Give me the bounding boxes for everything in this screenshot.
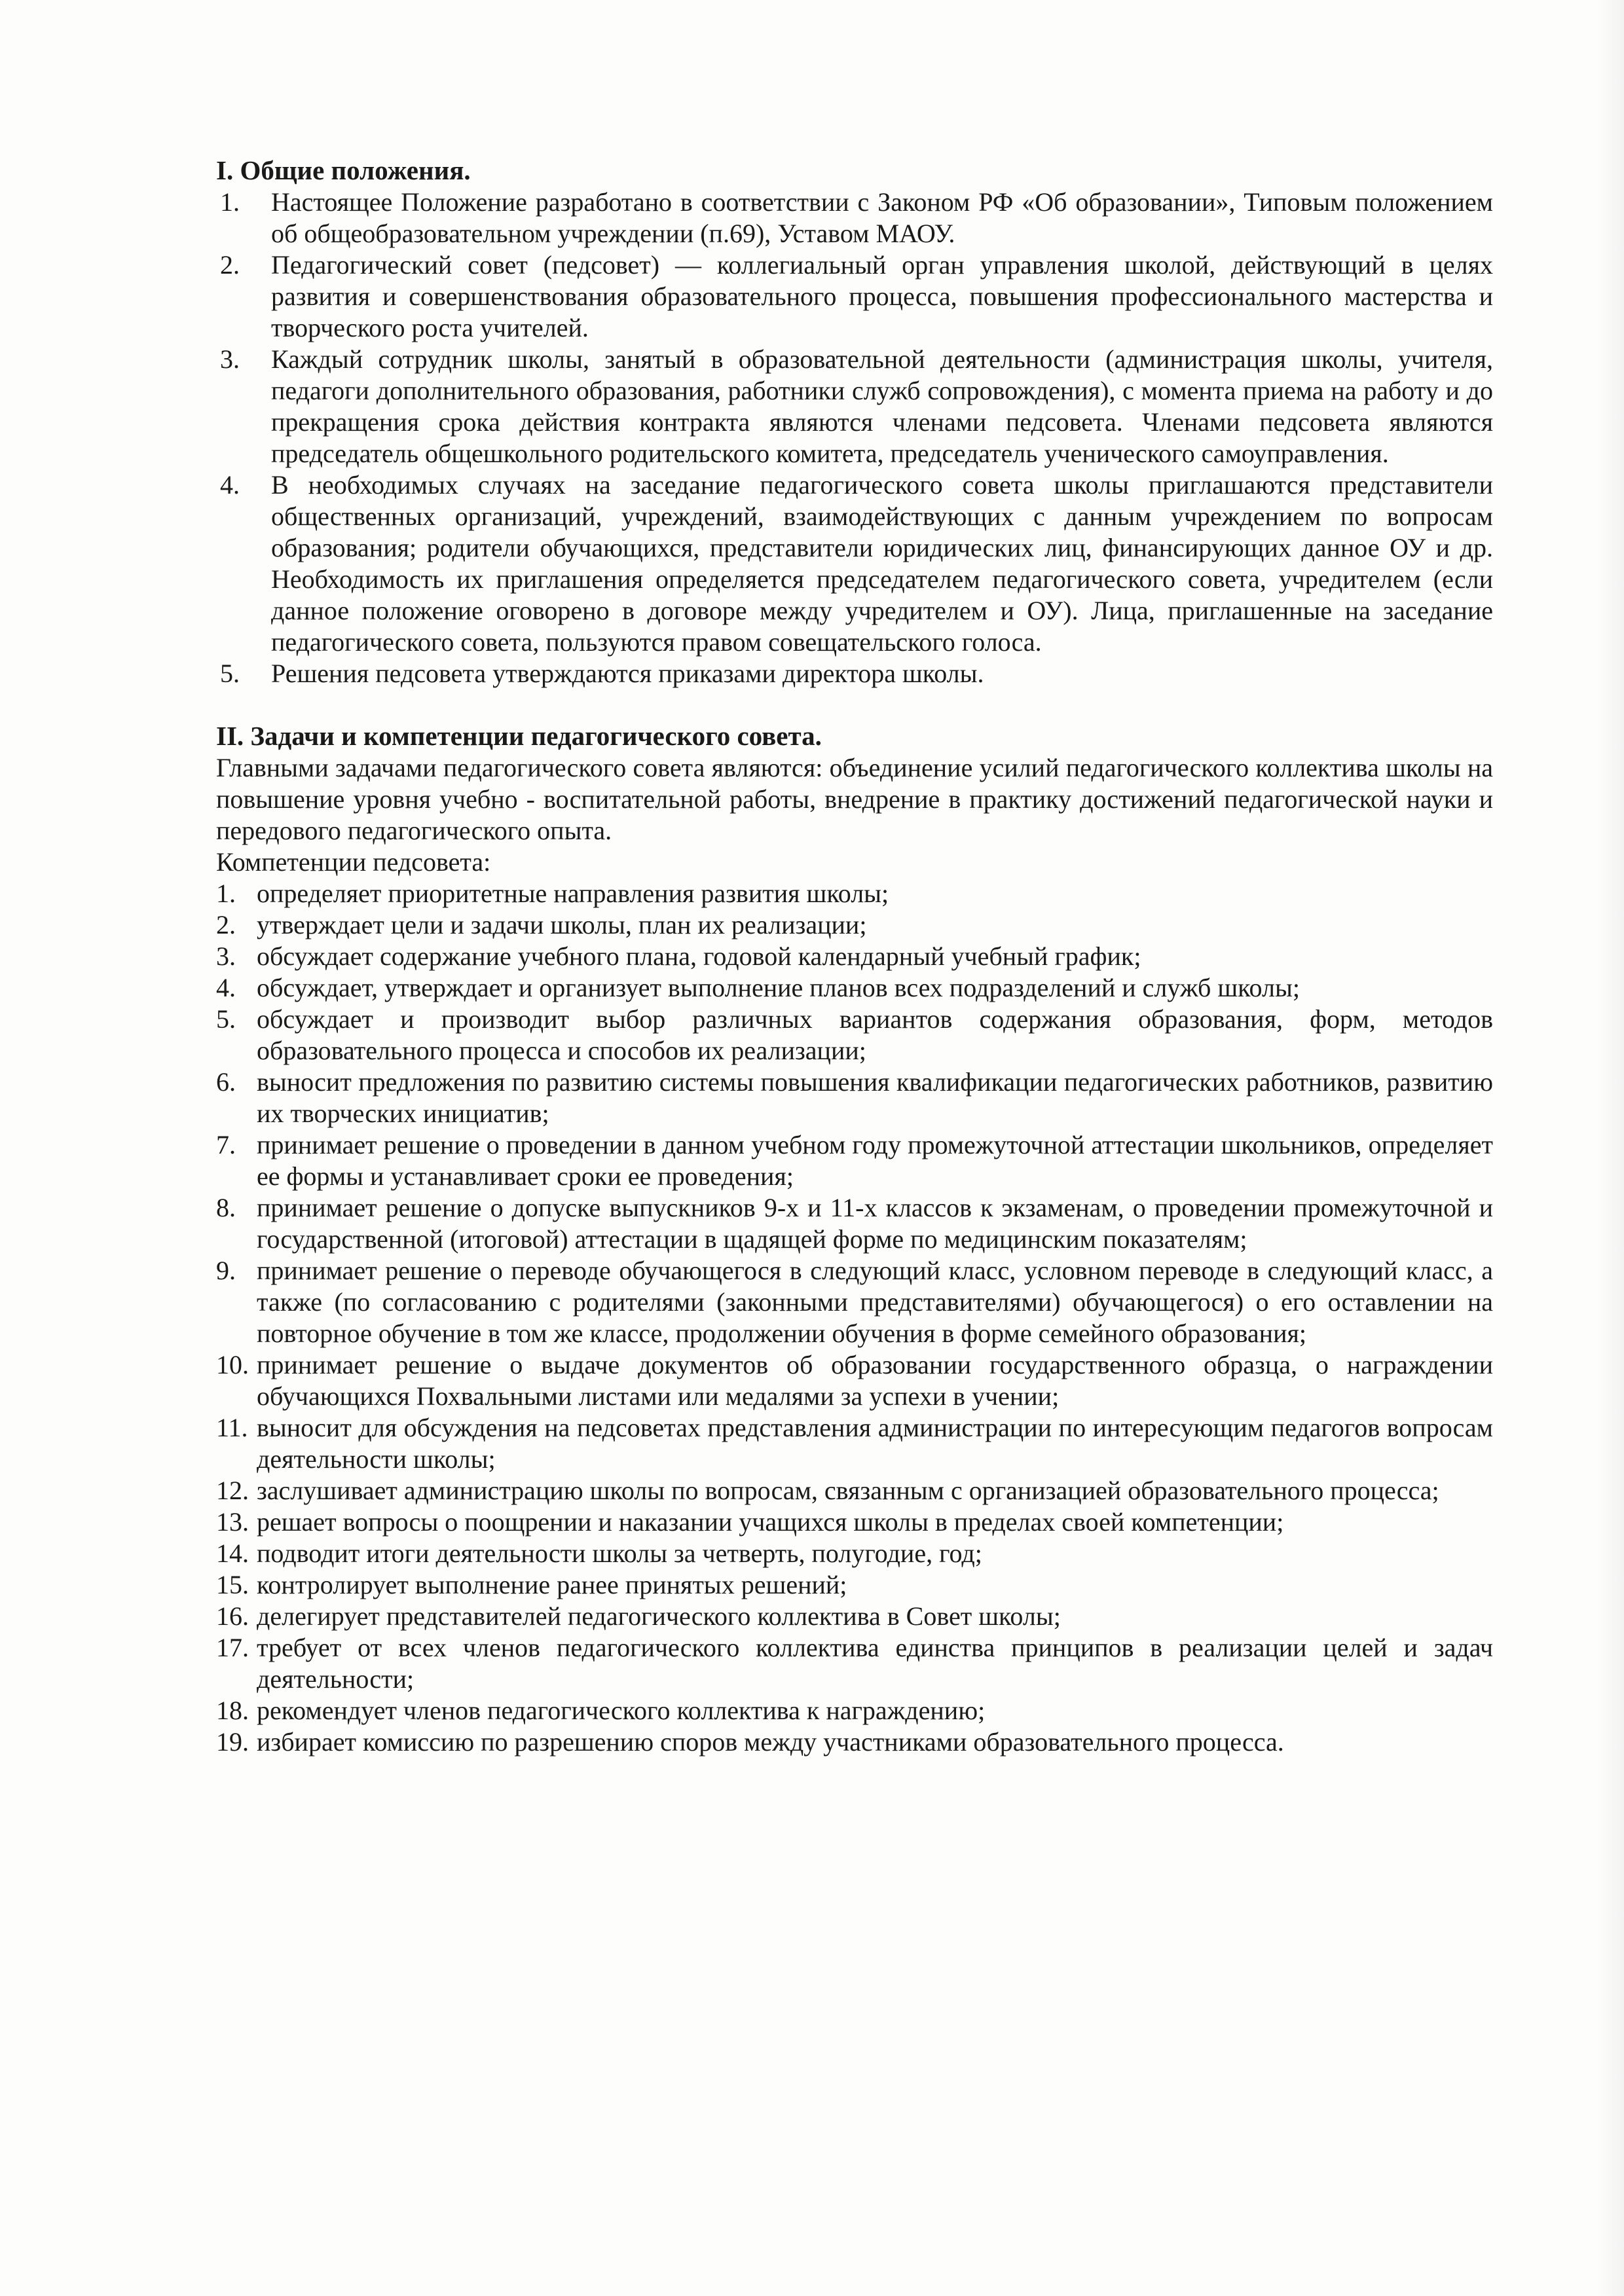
- item-text: выносит для обсуждения на педсоветах представления администрации по интересующим педагогов вопросам деятельности школы;: [257, 1413, 1493, 1474]
- item-number: 12.: [216, 1476, 249, 1505]
- list-item: [216, 344, 1493, 469]
- item-text: выносит предложения по развитию системы повышения квалификации педагогических работников, развитию их творческих инициатив;: [257, 1067, 1493, 1128]
- section1-heading: I. Общие положения.: [216, 155, 471, 185]
- competence-label: Компетенции педсовета:: [216, 847, 491, 877]
- item-text: заслушивает администрацию школы по вопросам, связанным с организацией образовательного процесса;: [257, 1476, 1439, 1505]
- list-item: [216, 972, 1493, 1004]
- item-number: 1.: [216, 879, 236, 908]
- item-text: В необходимых случаях на заседание педагогического совета школы приглашаются представители общественных организаций, учреждений, взаимодействующих с данным учреждением по вопросам образования; родители обучающихся, представители юридических лиц, финансирующих данное ОУ и др. Необходимость их приглашения определяется председателем педагогического совета, учредителем (если данное положение оговорено в договоре между учредителем и ОУ). Лица, приглашенные на заседание педагогического совета, пользуются правом совещательского голоса.: [271, 470, 1493, 657]
- list-item: [216, 1601, 1493, 1632]
- item-text: обсуждает, утверждает и организует выполнение планов всех подразделений и служб школы;: [257, 973, 1300, 1002]
- item-text: принимает решение о проведении в данном учебном году промежуточной аттестации школьников, определяет ее формы и устанавливает сроки ее проведения;: [257, 1130, 1493, 1191]
- list-item: [216, 249, 1493, 344]
- item-text: принимает решение о допуске выпускников 9-х и 11-х классов к экзаменам, о проведении промежуточной и государственной (итоговой) аттестации в щадящей форме по медицинским показателям;: [257, 1193, 1493, 1254]
- item-text: рекомендует членов педагогического коллектива к награждению;: [257, 1696, 986, 1725]
- item-number: 19.: [216, 1727, 249, 1757]
- item-text: избирает комиссию по разрешению споров между участниками образовательного процесса.: [257, 1727, 1284, 1757]
- item-number: 3.: [220, 344, 240, 374]
- list-item: [216, 658, 1493, 689]
- item-number: 8.: [216, 1193, 236, 1222]
- list-item: [216, 1066, 1493, 1129]
- section1-list: [216, 187, 1493, 689]
- item-number: 4.: [216, 973, 236, 1002]
- list-item: [216, 469, 1493, 658]
- page-edge-shadow: [1598, 0, 1624, 2296]
- item-text: определяет приоритетные направления развития школы;: [257, 879, 889, 908]
- item-number: 15.: [216, 1570, 249, 1599]
- item-number: 4.: [220, 470, 240, 500]
- section2-intro: Главными задачами педагогического совета являются: объединение усилий педагогического коллектива школы на повышение уровня учебно - воспитательной работы, внедрение в практику достижений педагогической науки и передового педагогического опыта.: [216, 753, 1493, 845]
- item-number: 7.: [216, 1130, 236, 1159]
- list-item: [216, 1192, 1493, 1255]
- list-item: [216, 909, 1493, 941]
- section2-heading: II. Задачи и компетенции педагогического совета.: [216, 721, 822, 751]
- document-content: [216, 154, 1493, 1758]
- item-number: 11.: [216, 1413, 248, 1442]
- item-number: 14.: [216, 1539, 249, 1568]
- item-text: делегирует представителей педагогического коллектива в Совет школы;: [257, 1601, 1061, 1631]
- item-number: 9.: [216, 1256, 236, 1285]
- item-number: 3.: [216, 941, 236, 971]
- item-number: 17.: [216, 1633, 249, 1662]
- item-text: Решения педсовета утверждаются приказами директора школы.: [271, 659, 984, 688]
- list-item: [216, 1004, 1493, 1066]
- list-item: [216, 1412, 1493, 1475]
- section2-list: [216, 878, 1493, 1758]
- list-item: [216, 1129, 1493, 1192]
- list-item: [216, 1538, 1493, 1569]
- item-number: 5.: [220, 659, 240, 688]
- item-number: 10.: [216, 1350, 249, 1379]
- list-item: [216, 1475, 1493, 1506]
- item-text: подводит итоги деятельности школы за четверть, полугодие, год;: [257, 1539, 982, 1568]
- item-number: 13.: [216, 1507, 249, 1537]
- item-number: 5.: [216, 1004, 236, 1034]
- item-number: 16.: [216, 1601, 249, 1631]
- item-text: принимает решение о выдаче документов об образовании государственного образца, о награждении обучающихся Похвальными листами или медалями за успехи в учении;: [257, 1350, 1493, 1411]
- list-item: [216, 1349, 1493, 1412]
- item-number: 1.: [220, 187, 240, 217]
- item-text: утверждает цели и задачи школы, план их реализации;: [257, 910, 867, 939]
- item-text: Настоящее Положение разработано в соответствии с Законом РФ «Об образовании», Типовым положением об общеобразовательном учреждении (п.69), Уставом МАОУ.: [271, 187, 1493, 248]
- item-text: контролирует выполнение ранее принятых решений;: [257, 1570, 847, 1599]
- item-number: 2.: [216, 910, 236, 939]
- item-text: решает вопросы о поощрении и наказании учащихся школы в пределах своей компетенции;: [257, 1507, 1284, 1537]
- list-item: [216, 1255, 1493, 1349]
- list-item: [216, 1569, 1493, 1601]
- item-number: 6.: [216, 1067, 236, 1097]
- item-text: требует от всех членов педагогического коллектива единства принципов в реализации целей и задач деятельности;: [257, 1633, 1493, 1694]
- item-text: Педагогический совет (педсовет) — коллегиальный орган управления школой, действующий в целях развития и совершенствования образовательного процесса, повышения профессионального мастерства и творческого роста учителей.: [271, 250, 1493, 342]
- list-item: [216, 1695, 1493, 1726]
- list-item: [216, 941, 1493, 972]
- item-text: принимает решение о переводе обучающегося в следующий класс, условном переводе в следующий класс, а также (по согласованию с родителями (законными представителями) обучающегося) о его оставлении на повторное обучение в том же классе, продолжении обучения в форме семейного образования;: [257, 1256, 1493, 1348]
- list-item: [216, 878, 1493, 909]
- item-text: Каждый сотрудник школы, занятый в образовательной деятельности (администрация школы, учителя, педагоги дополнительного образования, работники служб сопровождения), с момента приема на работу и до прекращения срока действия контракта являются членами педсовета. Членами педсовета являются председатель общешкольного родительского комитета, председатель ученического самоуправления.: [271, 344, 1493, 468]
- item-number: 18.: [216, 1696, 249, 1725]
- list-item: [216, 187, 1493, 249]
- list-item: [216, 1506, 1493, 1538]
- item-text: обсуждает содержание учебного плана, годовой календарный учебный график;: [257, 941, 1141, 971]
- list-item: [216, 1632, 1493, 1695]
- item-text: обсуждает и производит выбор различных вариантов содержания образования, форм, методов образовательного процесса и способов их реализации;: [257, 1004, 1493, 1065]
- item-number: 2.: [220, 250, 240, 280]
- list-item: [216, 1726, 1493, 1758]
